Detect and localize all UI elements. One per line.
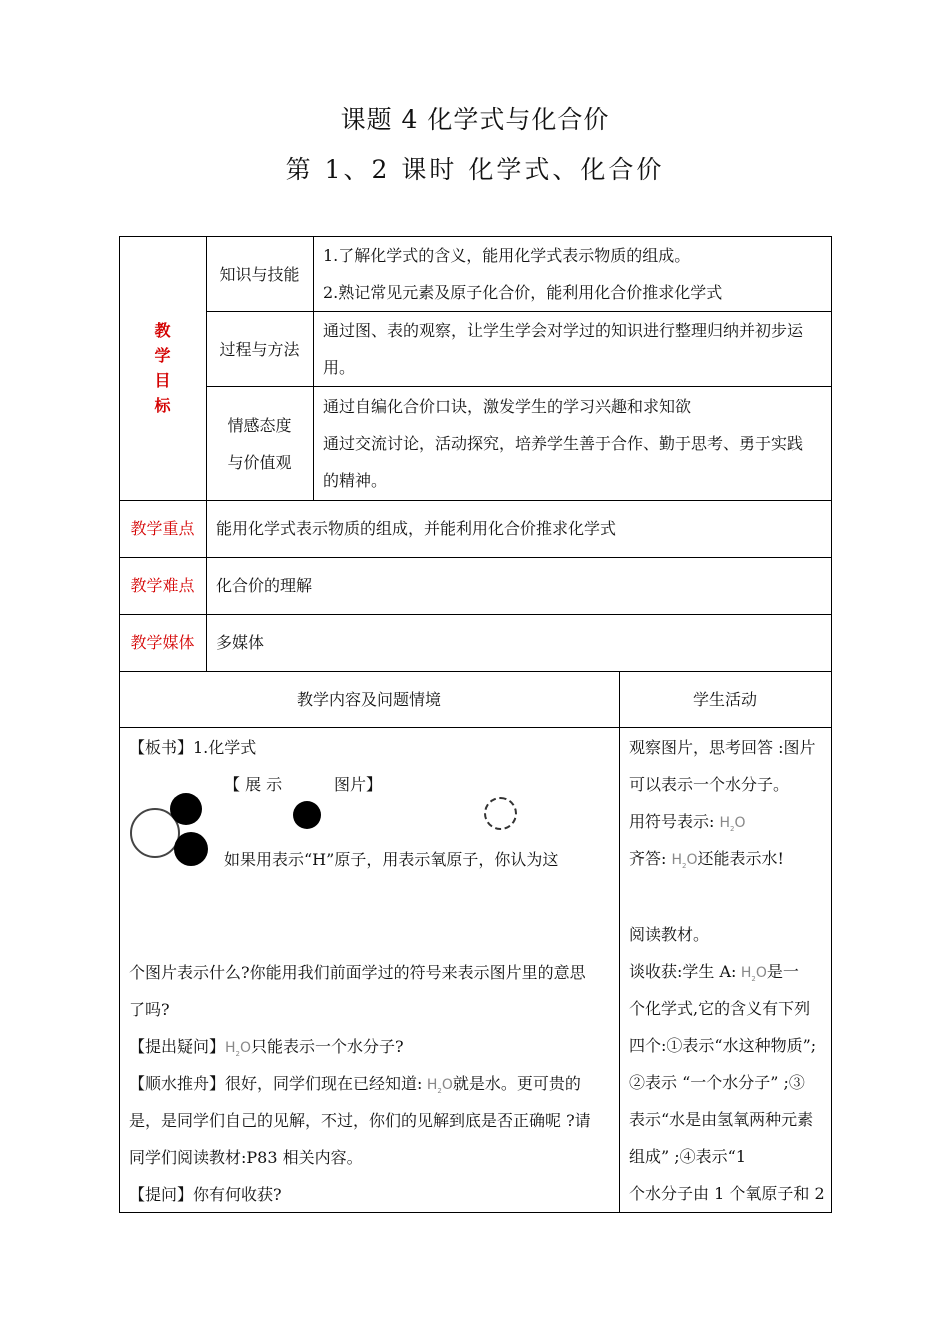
activity-line: 个水分子由 1 个氧原子和 2	[629, 1184, 825, 1203]
page-title: 课题 4 化学式与化合价	[340, 105, 610, 134]
formula-o: O	[441, 1077, 453, 1093]
table-divider	[119, 557, 832, 558]
goal-name-line: 情感态度	[227, 416, 292, 435]
formula-h: H	[719, 815, 731, 831]
hydrogen-atom-icon	[174, 832, 208, 866]
goal-name-process: 过程与方法	[219, 340, 300, 359]
hydrogen-legend-icon	[293, 801, 321, 829]
key-point-value: 能用化学式表示物质的组成，并能利用化合价推求化学式	[216, 519, 617, 538]
show-label-end: 图片】	[334, 775, 383, 794]
goal-name-line: 与价值观	[227, 453, 292, 472]
activity-text: 谈收获:学生 A:	[629, 962, 737, 981]
push-text-end: 就是水。更可贵的	[452, 1074, 581, 1093]
formula-sub: 2	[751, 974, 756, 983]
formula-h: H	[671, 852, 683, 868]
formula-sub: 2	[730, 824, 735, 833]
formula-sub: 2	[437, 1086, 442, 1095]
activity-line: 四个:①表示“水这种物质”;	[629, 1036, 817, 1055]
activity-line: 组成” ;④表示“1	[629, 1147, 747, 1166]
h2o-formula	[225, 1040, 251, 1056]
formula-sub: 2	[235, 1049, 241, 1058]
formula-sub: 2	[682, 861, 687, 870]
goal-line: 的精神。	[323, 471, 388, 490]
formula-h: H	[225, 1040, 236, 1056]
activity-line: 表示“水是由氢氧两种元素	[629, 1110, 814, 1129]
goal-text-attitude	[323, 388, 831, 499]
activity-text: 是一	[766, 962, 799, 981]
goal-line: 通过图、表的观察，让学生学会对学过的知识进行整理归纳并初步运	[323, 321, 804, 340]
difficulty-value: 化合价的理解	[216, 576, 313, 595]
activity-text: 还能表示水!	[697, 849, 784, 868]
page-subtitle: 第 1、2 课时 化学式、化合价	[285, 155, 665, 184]
goal-line: 通过自编化合价口诀，激发学生的学习兴趣和求知欲	[323, 397, 692, 416]
content-line: 如果用表示“H”原子，用表示氧原子，你认为这	[224, 850, 559, 869]
hydrogen-atom-icon	[170, 793, 202, 825]
goals-label-char: 学	[154, 346, 171, 365]
formula-o: O	[755, 965, 767, 981]
table-divider	[313, 236, 314, 500]
activity-line: 可以表示一个水分子。	[629, 775, 790, 794]
column-header-content: 教学内容及问题情境	[296, 690, 441, 709]
oxygen-legend-icon	[484, 797, 517, 830]
goal-text-process	[323, 312, 831, 386]
doubt-text: 只能表示一个水分子?	[251, 1037, 404, 1056]
show-label: 【 展 示	[224, 775, 283, 794]
formula-o: O	[686, 852, 698, 868]
goals-label	[119, 318, 206, 418]
goals-label-char: 标	[154, 396, 171, 415]
table-divider	[206, 386, 832, 387]
goal-line: 通过交流讨论，活动探究，培养学生善于合作、勤于思考、勇于实践	[323, 434, 804, 453]
table-divider	[119, 614, 832, 615]
column-header-activity: 学生活动	[692, 690, 757, 709]
table-divider	[119, 671, 832, 672]
activity-line: 个化学式,它的含义有下列	[629, 999, 811, 1018]
activity-line: 阅读教材。	[629, 925, 710, 944]
formula-o: O	[734, 815, 746, 831]
formula-o: O	[240, 1040, 252, 1056]
h2o-formula	[422, 1077, 452, 1093]
activity-line: 观察图片，思考回答 :图片	[629, 738, 816, 757]
h2o-formula	[736, 965, 766, 981]
formula-h: H	[740, 965, 752, 981]
goal-line: 用。	[323, 358, 356, 377]
table-border-right	[831, 236, 832, 1213]
difficulty-label: 教学难点	[130, 576, 195, 595]
table-divider	[619, 671, 620, 1213]
goals-label-char: 目	[154, 371, 171, 390]
table-divider	[119, 500, 832, 501]
content-line: 同学们阅读教材:P83 相关内容。	[129, 1148, 363, 1167]
h2o-formula	[672, 852, 698, 868]
key-point-label: 教学重点	[130, 519, 195, 538]
formula-h: H	[426, 1077, 438, 1093]
board-heading: 【板书】1.化学式	[129, 738, 257, 757]
goal-line: 1.了解化学式的含义，能用化学式表示物质的组成。	[323, 246, 691, 265]
goal-line: 2.熟记常见元素及原子化合价，能利用化合价推求化学式	[323, 283, 723, 302]
goal-name-attitude	[206, 407, 313, 481]
activity-line: ②表示 “一个水分子” ;③	[629, 1073, 805, 1092]
content-line: 了吗?	[129, 1000, 170, 1019]
content-line: 个图片表示什么?你能用我们前面学过的符号来表示图片里的意思	[129, 963, 586, 982]
goal-text-knowledge	[323, 237, 831, 311]
content-line: 【提问】你有何收获?	[129, 1185, 282, 1204]
doubt-label: 【提出疑问】	[129, 1037, 226, 1056]
activity-text: 用符号表示:	[629, 812, 715, 831]
activity-line	[629, 840, 829, 885]
h2o-formula	[720, 815, 746, 831]
media-label: 教学媒体	[130, 633, 195, 652]
activity-text: 齐答:	[629, 849, 667, 868]
goal-name-knowledge: 知识与技能	[219, 265, 300, 284]
push-text: 【顺水推舟】很好，同学们现在已经知道:	[129, 1074, 423, 1093]
media-value: 多媒体	[216, 633, 265, 652]
content-line: 是，是同学们自己的见解，不过，你们的见解到底是否正确呢 ?请	[129, 1111, 591, 1130]
table-divider	[119, 727, 832, 728]
goals-label-char: 教	[154, 321, 171, 340]
